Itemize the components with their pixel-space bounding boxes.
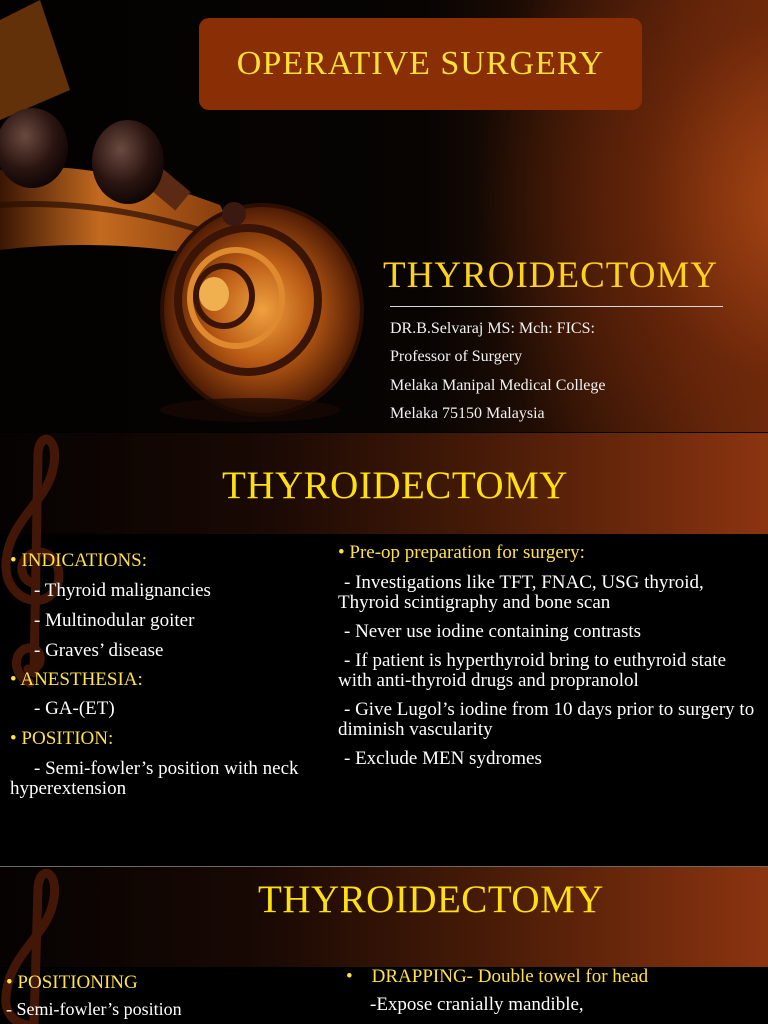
- list-item: - If patient is hyperthyroid bring to euthyroid state with anti-thyroid drugs and propranolol: [338, 650, 727, 691]
- list-item: -Expose cranially mandible,: [370, 994, 584, 1015]
- positioning-slide: [0, 866, 768, 1024]
- slide1-heading: THYROIDECTOMY: [383, 255, 719, 296]
- list-item: - Graves’ disease: [34, 640, 164, 661]
- right-column: [346, 967, 766, 1015]
- position-heading: • POSITION:: [10, 728, 114, 749]
- drapping-heading: • DRAPPING- Double towel for head: [346, 966, 649, 987]
- list-item: - Never use iodine containing contrasts: [344, 621, 642, 642]
- author-title: Professor of Surgery: [390, 348, 523, 365]
- list-item: - Exclude MEN sydromes: [344, 748, 542, 769]
- list-item: - GA-(ET): [34, 698, 115, 719]
- right-column: [338, 543, 758, 769]
- heading-divider: [390, 306, 723, 307]
- list-item: - Semi-fowler’s position with neck hyperextension: [10, 758, 299, 799]
- list-item: - Semi-fowler’s position: [6, 999, 182, 1019]
- list-item: - Give Lugol’s iodine from 10 days prior to surgery to diminish vascularity: [338, 699, 755, 740]
- list-item: - Thyroid malignancies: [34, 580, 211, 601]
- author-name: DR.B.Selvaraj MS: Mch: FICS:: [390, 320, 595, 337]
- slide-title: THYROIDECTOMY: [258, 878, 604, 921]
- author-address: Melaka 75150 Malaysia: [390, 405, 545, 422]
- title-slide: [0, 0, 768, 432]
- author-institution: Melaka Manipal Medical College: [390, 377, 606, 394]
- presentation-title: OPERATIVE SURGERY: [236, 45, 605, 82]
- indications-heading: • INDICATIONS:: [10, 550, 148, 571]
- left-column: [10, 551, 320, 799]
- left-column: [6, 973, 326, 1019]
- list-item: - Investigations like TFT, FNAC, USG thyroid, Thyroid scintigraphy and bone scan: [338, 572, 704, 613]
- anesthesia-heading: • ANESTHESIA:: [10, 669, 143, 690]
- indications-slide: [0, 433, 768, 866]
- slide-title: THYROIDECTOMY: [222, 464, 568, 507]
- title-box: [199, 18, 642, 110]
- positioning-heading: • POSITIONING: [6, 972, 138, 993]
- preop-heading: • Pre-op preparation for surgery:: [338, 542, 585, 563]
- list-item: - Multinodular goiter: [34, 610, 195, 631]
